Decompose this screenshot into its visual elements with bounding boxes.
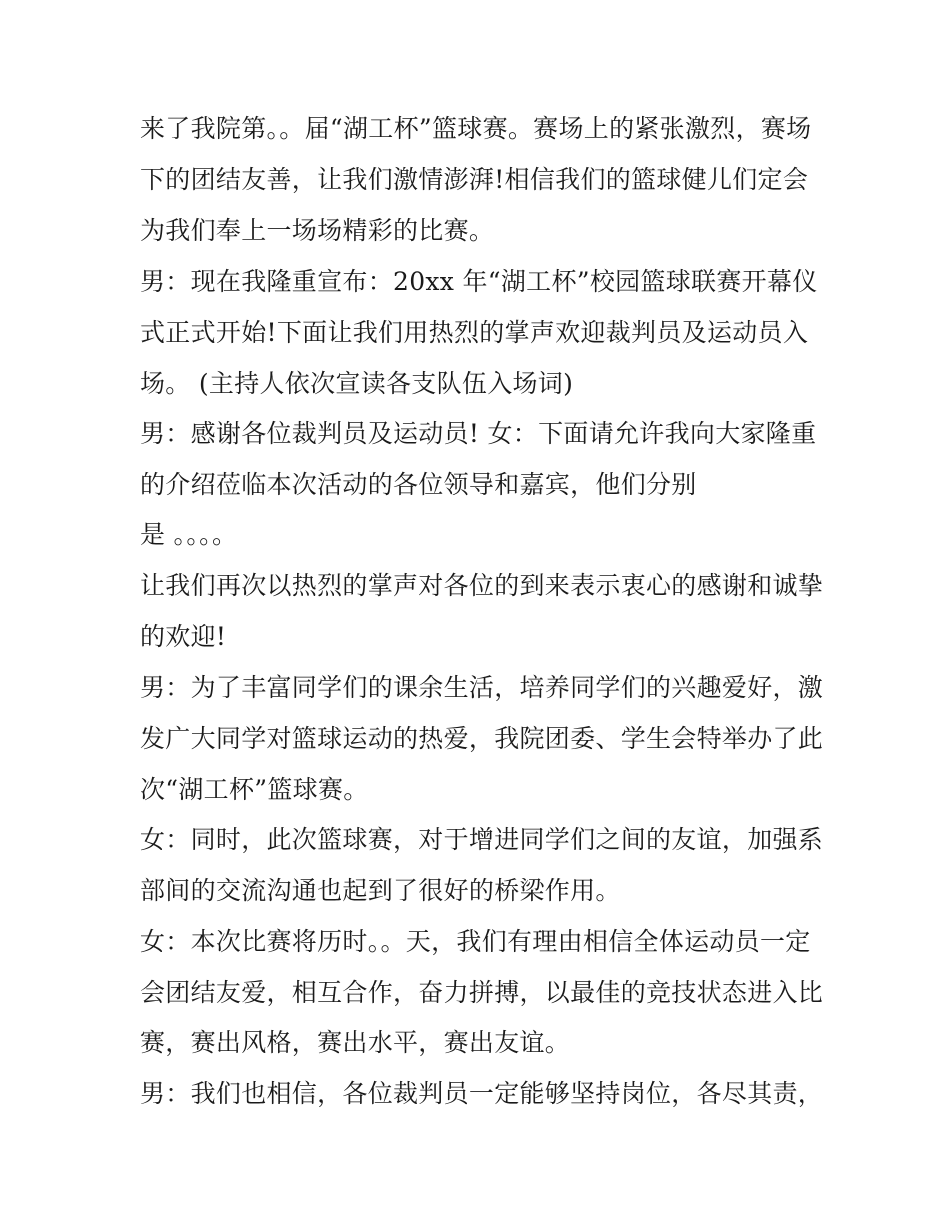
text-line: 的介绍莅临本次活动的各位领导和嘉宾，他们分别: [140, 470, 697, 499]
text-line: 让我们再次以热烈的掌声对各位的到来表示衷心的感谢和诚挚: [140, 571, 824, 600]
text-line: 女：本次比赛将历时。。天，我们有理由相信全体运动员一定: [140, 927, 811, 956]
text-line: 部间的交流沟通也起到了很好的桥梁作用。: [140, 876, 621, 905]
text-line: 来了我院第。。届“湖工杯”篮球赛。赛场上的紧张激烈，赛场: [140, 114, 812, 143]
text-line: 次“湖工杯”篮球赛。: [140, 775, 369, 804]
text-line: 是 。。。。: [140, 520, 238, 549]
text-line: 赛，赛出风格，赛出水平，赛出友谊。: [140, 1028, 571, 1057]
text-line: 女：同时，此次篮球赛，对于增进同学们之间的友谊，加强系: [140, 825, 824, 854]
text-line: 男：我们也相信，各位裁判员一定能够坚持岗位，各尽其责，: [140, 1079, 824, 1108]
text-line: 式正式开始!下面让我们用热烈的掌声欢迎裁判员及运动员入: [140, 318, 809, 347]
text-line: 男：感谢各位裁判员及运动员! 女：下面请允许我向大家隆重: [140, 419, 817, 448]
text-line: 发广大同学对篮球运动的热爱，我院团委、学生会特举办了此: [140, 724, 824, 753]
text-line: 场。 (主持人依次宣读各支队伍入场词): [140, 369, 574, 398]
text-line: 为我们奉上一场场精彩的比赛。: [140, 216, 495, 245]
text-line: 男：现在我隆重宣布：20xx 年“湖工杯”校园篮球联赛开幕仪: [140, 267, 818, 296]
text-line: 下的团结友善，让我们激情澎湃!相信我们的篮球健儿们定会: [140, 165, 809, 194]
text-line: 会团结友爱，相互合作，奋力拼搏，以最佳的竞技状态进入比: [140, 978, 824, 1007]
text-line: 的欢迎!: [140, 622, 227, 651]
text-line: 男：为了丰富同学们的课余生活，培养同学们的兴趣爱好，激: [140, 673, 824, 702]
